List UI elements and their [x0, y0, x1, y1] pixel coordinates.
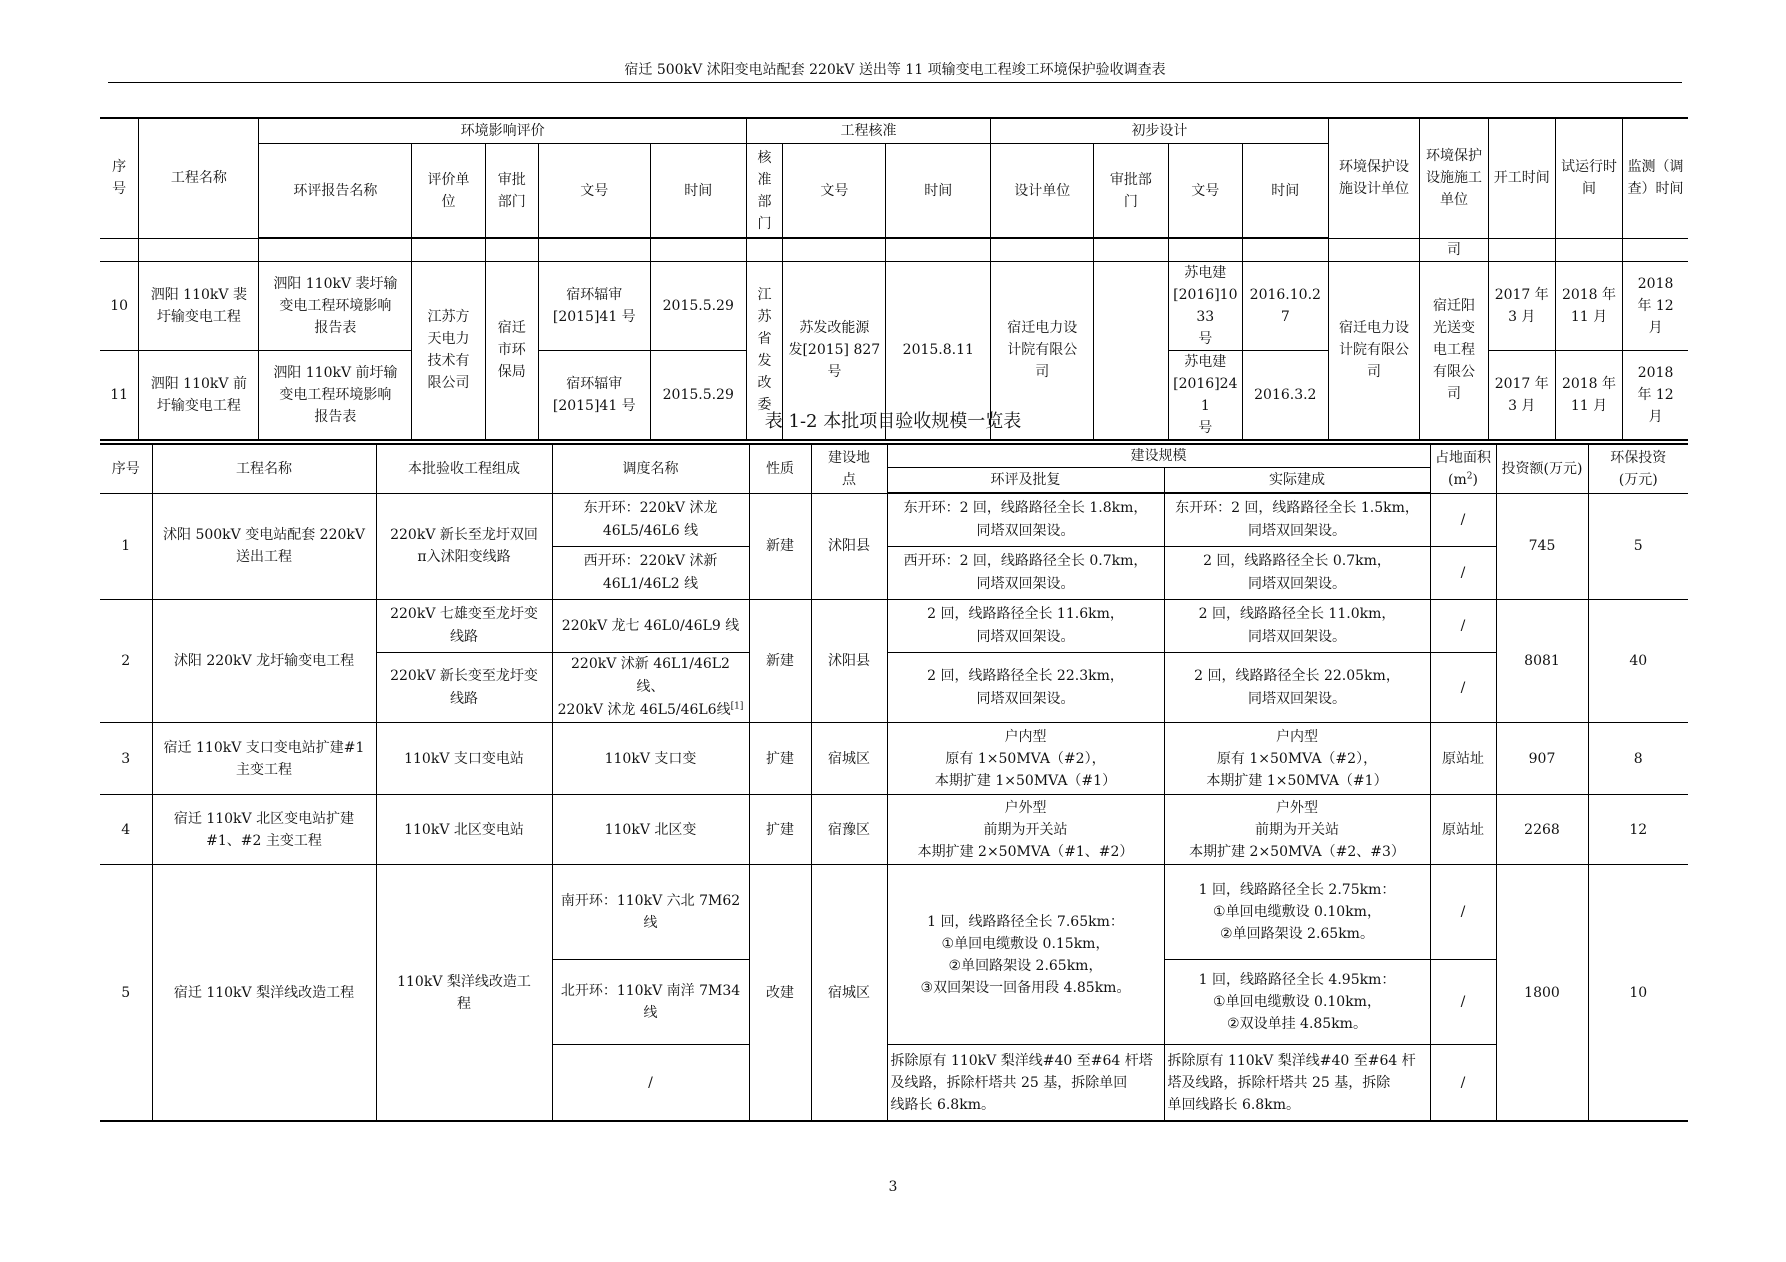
table-cell: 东开环：2 回，线路路径全长 1.8km， 同塔双回架设。 — [887, 493, 1164, 547]
table-cell: 泗阳 110kV 裴 圩输变电工程 — [139, 261, 259, 350]
table-cell: 户外型 前期为开关站 本期扩建 2×50MVA（#1、#2） — [887, 795, 1164, 865]
table-row — [100, 723, 1688, 795]
col-header-location: 建设地 点 — [811, 444, 887, 493]
col-header-design-doc: 文号 — [1168, 144, 1242, 239]
table-cell: 宿环辐审 [2015]41 号 — [538, 350, 650, 440]
table-cell: 宿迁 市环 保局 — [485, 261, 538, 440]
table-cell: 原站址 — [1430, 723, 1496, 795]
table-cell: 户内型 原有 1×50MVA（#2）， 本期扩建 1×50MVA（#1） — [887, 723, 1164, 795]
col-header-scale-actual: 实际建成 — [1164, 468, 1430, 494]
land-area-unit-sup: 2 — [1466, 471, 1473, 482]
table-cell: 2015.8.11 — [886, 261, 991, 440]
table-cell: 2016.3.2 — [1243, 350, 1329, 440]
document-header-title: 宿迁 500kV 沭阳变电站配套 220kV 送出等 11 项输变电工程竣工环境保护验收调查表 — [624, 62, 1166, 78]
table-cell: 1 回，线路路径全长 7.65km： ①单回电缆敷设 0.15km， ②单回路架设 2.65km， ③双回架设一回备用段 4.85km。 — [887, 865, 1164, 1045]
table-cell: 220kV 七雄变至龙圩变 线路 — [376, 600, 552, 653]
table-cell: 2016.10.27 — [1243, 261, 1329, 350]
table-cell: 5 — [100, 865, 152, 1122]
table-cell: 2017 年 3 月 — [1488, 261, 1555, 350]
table-cell: 宿环辐审 [2015]41 号 — [538, 261, 650, 350]
table-cell: 2 回，线路路径全长 11.0km， 同塔双回架设。 — [1164, 600, 1430, 653]
table-cell: 宿迁阳 光送变 电工程 有限公 司 — [1420, 261, 1488, 440]
table-cell: 220kV 新长变至龙圩变 线路 — [376, 653, 552, 723]
table-caption: 表 1-2 本批项目验收规模一览表 — [764, 411, 1022, 432]
table-cell: 东开环：220kV 沭龙 46L5/46L6 线 — [552, 493, 749, 547]
table-cell: / — [552, 1045, 749, 1122]
table-cell: 1 — [100, 493, 152, 600]
table-cell: 2018 年 11 月 — [1555, 350, 1622, 440]
col-header-eia-report-name: 环评报告名称 — [259, 144, 412, 239]
table-cell: 户内型 原有 1×50MVA（#2）， 本期扩建 1×50MVA（#1） — [1164, 723, 1430, 795]
col-header-design-unit: 设计单位 — [991, 144, 1094, 239]
table-row — [100, 865, 1688, 960]
table-cell: 宿迁 110kV 支口变电站扩建#1 主变工程 — [152, 723, 376, 795]
table-cell: 2018 年 12 月 — [1623, 261, 1688, 350]
table-cell: 2 回，线路路径全长 0.7km， 同塔双回架设。 — [1164, 547, 1430, 600]
col-header-seq: 序号 — [100, 444, 152, 493]
table-cell: 原站址 — [1430, 795, 1496, 865]
table-cell: 8 — [1588, 723, 1688, 795]
table-cell: / — [1430, 1045, 1496, 1122]
col-header-design-dept: 审批部 门 — [1094, 144, 1168, 239]
table-row — [100, 493, 1688, 547]
col-header-project-name: 工程名称 — [152, 444, 376, 493]
table-cell: 110kV 支口变电站 — [376, 723, 552, 795]
col-header-env-investment: 环保投资 (万元) — [1588, 444, 1688, 493]
table-cell: / — [1430, 865, 1496, 960]
table-cell: 泗阳 110kV 前圩输 变电工程环境影响 报告表 — [259, 350, 412, 440]
col-header-nature: 性质 — [749, 444, 811, 493]
table-cell: 11 — [100, 350, 139, 440]
col-header-start-time: 开工时间 — [1488, 118, 1555, 238]
table-cell: 4 — [100, 795, 152, 865]
table-cell: 沭阳县 — [811, 600, 887, 723]
table-cell: 司 — [1420, 238, 1488, 261]
table-cell: 2015.5.29 — [650, 350, 746, 440]
table-cell: 南开环：110kV 六北 7M62 线 — [552, 865, 749, 960]
table-cell: 泗阳 110kV 裴圩输 变电工程环境影响 报告表 — [259, 261, 412, 350]
col-header-seq: 序 号 — [100, 118, 139, 238]
table-row — [100, 795, 1688, 865]
col-group-eia: 环境影响评价 — [259, 118, 746, 144]
table-cell: 907 — [1496, 723, 1588, 795]
table-row — [100, 238, 1688, 261]
col-header-scale-eia: 环评及批复 — [887, 468, 1164, 494]
col-group-scale: 建设规模 — [887, 444, 1430, 468]
land-area-unit-end: ) — [1472, 471, 1478, 488]
table-cell: 东开环：2 回，线路路径全长 1.5km， 同塔双回架设。 — [1164, 493, 1430, 547]
table-cell: 220kV 新长至龙圩双回 π入沭阳变线路 — [376, 493, 552, 600]
col-header-monitor-time: 监测（调 查）时间 — [1623, 118, 1688, 238]
table-cell: 2018 年 12 月 — [1623, 350, 1688, 440]
table-cell: 扩建 — [749, 795, 811, 865]
table-cell: 宿迁电力设 计院有限公 司 — [991, 261, 1094, 440]
table-cell: 1 回，线路路径全长 2.75km： ①单回电缆敷设 0.10km， ②单回路架设 2.65km。 — [1164, 865, 1430, 960]
col-group-design: 初步设计 — [991, 118, 1328, 144]
table-cell: 宿迁 110kV 北区变电站扩建 #1、#2 主变工程 — [152, 795, 376, 865]
dispatch-text: 220kV 沭新 46L1/46L2 线、 220kV 沭龙 46L5/46L6线 — [557, 656, 731, 718]
table-cell: 220kV 龙七 46L0/46L9 线 — [552, 600, 749, 653]
col-header-land-area — [1430, 444, 1496, 493]
col-header-dispatch-name: 调度名称 — [552, 444, 749, 493]
col-header-trial-time: 试运行时 间 — [1555, 118, 1622, 238]
table-cell: 苏电建 [2016]1033 号 — [1168, 261, 1242, 350]
table-cell: 2 — [100, 600, 152, 723]
col-header-composition: 本批验收工程组成 — [376, 444, 552, 493]
table-cell: 宿迁电力设 计院有限公 司 — [1328, 261, 1420, 440]
table-cell: 泗阳 110kV 前 圩输变电工程 — [139, 350, 259, 440]
table-cell: 沭阳 220kV 龙圩输变电工程 — [152, 600, 376, 723]
header-rule — [108, 82, 1682, 83]
table-cell: 户外型 前期为开关站 本期扩建 2×50MVA（#2、#3） — [1164, 795, 1430, 865]
col-header-approval-doc: 文号 — [783, 144, 886, 239]
table-row — [100, 261, 1688, 350]
table-cell: 沭阳 500kV 变电站配套 220kV 送出工程 — [152, 493, 376, 600]
table-cell: / — [1430, 653, 1496, 723]
table-cell: 2 回，线路路径全长 11.6km， 同塔双回架设。 — [887, 600, 1164, 653]
acceptance-scale-table — [100, 443, 1688, 1122]
table-cell: 745 — [1496, 493, 1588, 600]
col-group-approval: 工程核准 — [746, 118, 991, 144]
table-cell: 2268 — [1496, 795, 1588, 865]
table-cell: 2 回，线路路径全长 22.3km， 同塔双回架设。 — [887, 653, 1164, 723]
table-cell: 110kV 支口变 — [552, 723, 749, 795]
table-cell: 10 — [1588, 865, 1688, 1122]
table-cell: 沭阳县 — [811, 493, 887, 600]
table-cell: 拆除原有 110kV 梨洋线#40 至#64 杆塔 及线路，拆除杆塔共 25 基，拆除单回 线路长 6.8km。 — [887, 1045, 1164, 1122]
table-cell: 宿城区 — [811, 865, 887, 1122]
table-cell: 8081 — [1496, 600, 1588, 723]
table-row — [100, 600, 1688, 653]
table-cell: 改建 — [749, 865, 811, 1122]
table-cell: 宿城区 — [811, 723, 887, 795]
land-area-unit: (m — [1448, 471, 1467, 488]
table-cell: 新建 — [749, 493, 811, 600]
table-cell: 110kV 北区变电站 — [376, 795, 552, 865]
table-cell: 拆除原有 110kV 梨洋线#40 至#64 杆 塔及线路，拆除杆塔共 25 基，拆除 单回线路长 6.8km。 — [1164, 1045, 1430, 1122]
table-cell: 110kV 北区变 — [552, 795, 749, 865]
table-cell: / — [1430, 600, 1496, 653]
table-cell: 2 回，线路路径全长 22.05km， 同塔双回架设。 — [1164, 653, 1430, 723]
col-header-design-time: 时间 — [1243, 144, 1329, 239]
col-header-project-name: 工程名称 — [139, 118, 259, 238]
footnote-marker: [1] — [730, 701, 744, 712]
table-cell: / — [1430, 960, 1496, 1045]
table-cell: 1 回，线路路径全长 4.95km： ①单回电缆敷设 0.10km， ②双设单挂 4.85km。 — [1164, 960, 1430, 1045]
table-cell: 10 — [100, 261, 139, 350]
col-header-eia-unit: 评价单 位 — [412, 144, 485, 239]
table-cell: 扩建 — [749, 723, 811, 795]
page-number: 3 — [888, 1179, 898, 1195]
table-cell: 宿迁 110kV 梨洋线改造工程 — [152, 865, 376, 1122]
col-header-eia-time: 时间 — [650, 144, 746, 239]
table-cell: 40 — [1588, 600, 1688, 723]
col-header-eia-doc: 文号 — [538, 144, 650, 239]
table-cell: 宿豫区 — [811, 795, 887, 865]
table-cell: 北开环：110kV 南洋 7M34 线 — [552, 960, 749, 1045]
project-approval-table — [100, 117, 1688, 441]
table-cell: 2015.5.29 — [650, 261, 746, 350]
table-cell: 3 — [100, 723, 152, 795]
col-header-env-build-unit: 环境保护 设施施工 单位 — [1420, 118, 1488, 238]
table-cell — [552, 653, 749, 723]
table-cell: 苏电建 [2016]241 号 — [1168, 350, 1242, 440]
table-cell: 新建 — [749, 600, 811, 723]
table-cell: 110kV 梨洋线改造工 程 — [376, 865, 552, 1122]
table-cell: 5 — [1588, 493, 1688, 600]
table-cell: 1800 — [1496, 865, 1588, 1122]
table-cell: 12 — [1588, 795, 1688, 865]
col-header-approval-time: 时间 — [886, 144, 991, 239]
table-cell: 西开环：2 回，线路路径全长 0.7km， 同塔双回架设。 — [887, 547, 1164, 600]
table-cell: 2018 年 11 月 — [1555, 261, 1622, 350]
table-cell: 苏发改能源 发[2015] 827 号 — [783, 261, 886, 440]
col-header-approval-dept: 核 准 部 门 — [746, 144, 783, 239]
col-header-investment: 投资额(万元) — [1496, 444, 1588, 493]
land-area-label: 占地面积 — [1435, 449, 1491, 466]
table-cell: / — [1430, 547, 1496, 600]
table-cell: 西开环：220kV 沭新 46L1/46L2 线 — [552, 547, 749, 600]
table-cell: 江苏方 天电力 技术有 限公司 — [412, 261, 485, 440]
table-cell: 2017 年 3 月 — [1488, 350, 1555, 440]
col-header-eia-dept: 审批 部门 — [485, 144, 538, 239]
table-cell: / — [1430, 493, 1496, 547]
table-cell: 江 苏 省 发 改 委 — [746, 261, 783, 440]
col-header-env-design-unit: 环境保护设 施设计单位 — [1328, 118, 1420, 238]
